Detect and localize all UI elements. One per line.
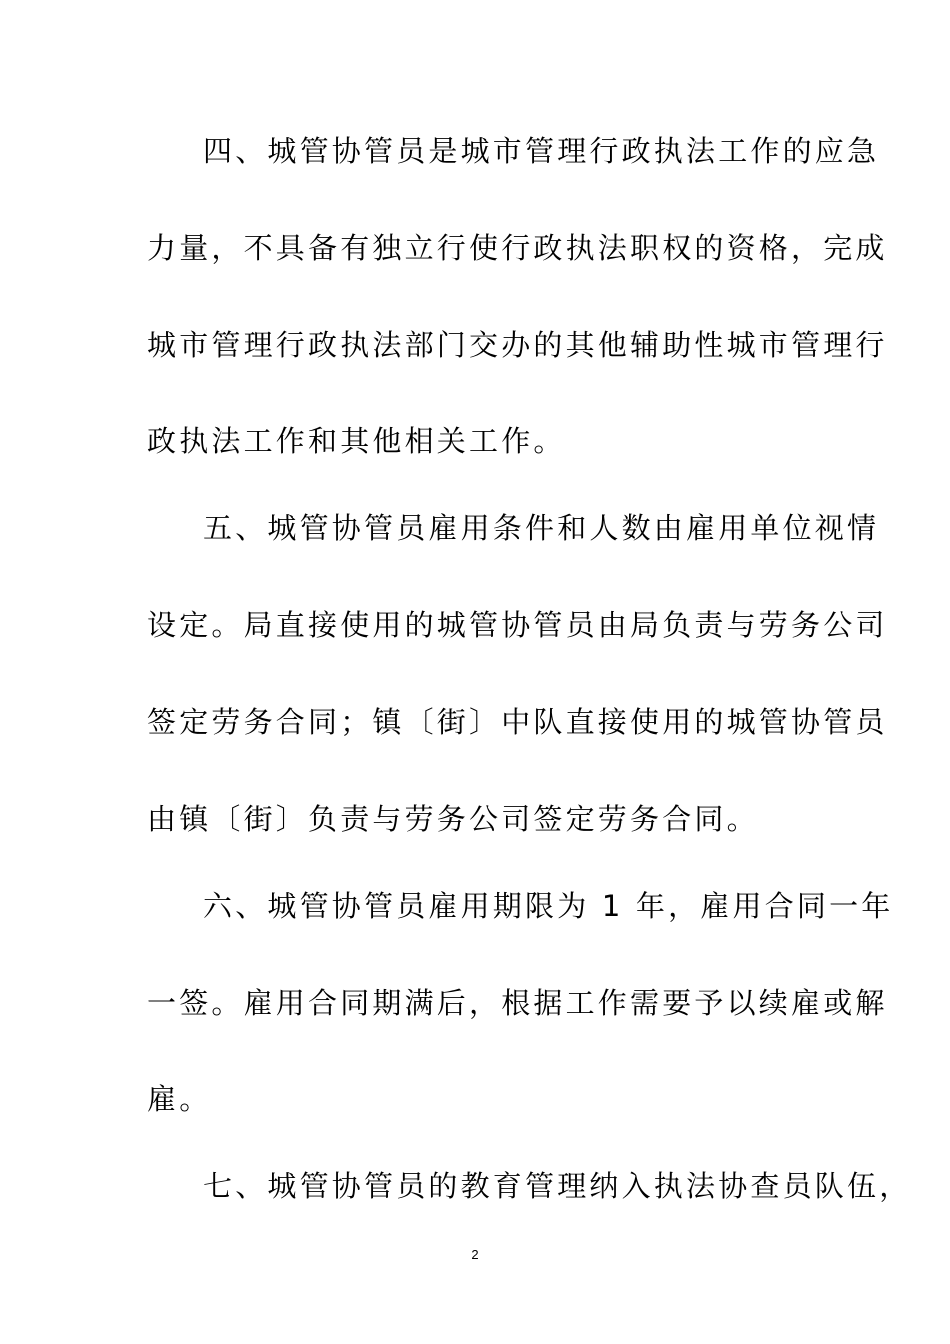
page-number: 2 xyxy=(471,1247,479,1262)
paragraph-5-line-1: 五、城管协管员雇用条件和人数由雇用单位视情 xyxy=(203,511,880,545)
paragraph-5-line-2: 设定。局直接使用的城管协管员由局负责与劳务公司 xyxy=(147,608,888,642)
paragraph-6-line-3: 雇。 xyxy=(147,1082,212,1116)
paragraph-6-line-1: 六、城管协管员雇用期限为 1 年，雇用合同一年 xyxy=(203,889,894,923)
paragraph-4-line-4: 政执法工作和其他相关工作。 xyxy=(147,424,566,458)
paragraph-4-line-2: 力量，不具备有独立行使行政执法职权的资格，完成 xyxy=(147,231,888,265)
paragraph-6-line-2: 一签。雇用合同期满后，根据工作需要予以续雇或解 xyxy=(147,986,888,1020)
paragraph-5-line-3: 签定劳务合同；镇〔街〕中队直接使用的城管协管员 xyxy=(147,705,888,739)
paragraph-7-line-1: 七、城管协管员的教育管理纳入执法协查员队伍， xyxy=(203,1169,912,1203)
paragraph-4-line-3: 城市管理行政执法部门交办的其他辅助性城市管理行 xyxy=(147,328,888,362)
paragraph-4-line-1: 四、城管协管员是城市管理行政执法工作的应急 xyxy=(203,134,880,168)
paragraph-5-line-4: 由镇〔街〕负责与劳务公司签定劳务合同。 xyxy=(147,802,759,836)
